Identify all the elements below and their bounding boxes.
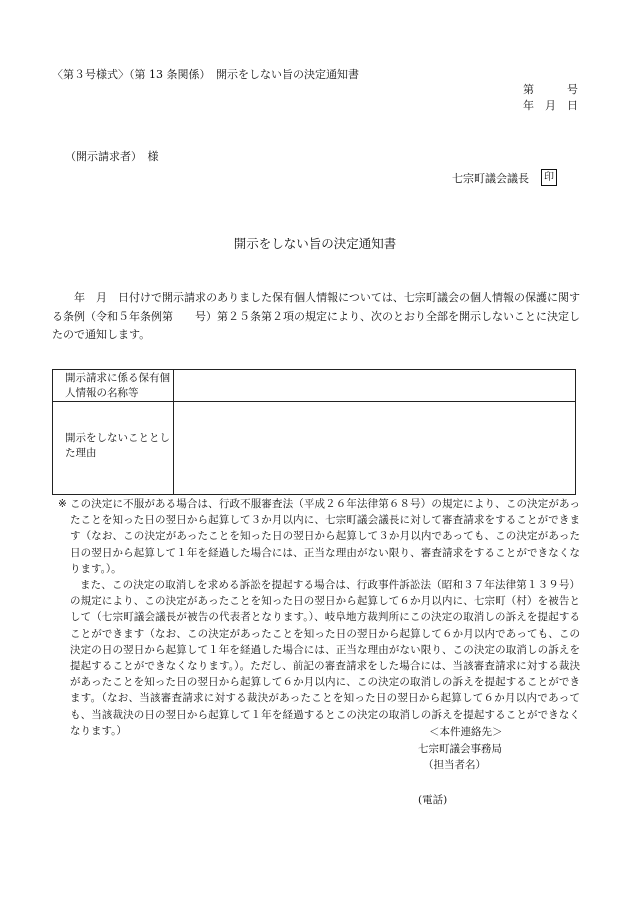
note-paragraph: [52, 496, 580, 577]
document-date: 年 月 日: [523, 99, 578, 112]
table-row-label: 開示請求に係る保有個人情報の名称等: [53, 370, 174, 401]
asterisk-mark: ※: [58, 498, 67, 510]
issuer-line: [452, 169, 557, 186]
document-title: 開示をしない旨の決定通知書: [233, 236, 397, 251]
issuer-name: 七宗町議会議長: [452, 171, 529, 185]
contact-heading: ＜本件連絡先＞: [429, 726, 503, 738]
contact-phone: (電話): [418, 793, 448, 806]
recipient-line: （開示請求者） 様: [65, 150, 159, 163]
contact-office: 七宗町議会事務局: [418, 742, 502, 755]
document-number: 第 号: [523, 83, 578, 96]
contact-block: [418, 724, 503, 808]
note-text-1: この決定に不服がある場合は、行政不服審査法（平成２６年法律第６８号）の規定により、この決定があったことを知った日の翌日から起算して３か月以内に、七宗町議会議長に対して審査請求をすることができます（なお、この決定があったことを知った日の翌日から起算して３か月以内であっても、この決定があった日の翌日から起算して１年を経過した場合には、正当な理由がない限り、審査請求をすることができなくなります。）。: [70, 498, 580, 575]
notes-section: [52, 496, 580, 739]
table-row-label: 開示をしないこととした理由: [53, 402, 174, 494]
table-row: [53, 370, 575, 402]
note-text-2: また、この決定の取消しを求める訴訟を提起する場合は、行政事件訴訟法（昭和３７年法律第１３９号）の規定により、この決定があったことを知った日の翌日から起算して６か月以内に、七宗町（村）を被告として（七宗町議会議長が被告の代表者となります。）、岐阜地方裁判所にこの決定の取消しの訴えを提起することができます（なお、この決定があったことを知った日の翌日から起算して６か月以内であっても、この決定の日の翌日から起算して１年を経過した場合には、正当な理由がない限り、この決定の取消しの訴えを提起することができなくなります。）。ただし、前記の審査請求をした場合には、当該審査請求に対する裁決があったことを知った日の翌日から起算して６か月以内に、この決定の取消しの訴えを提起することができます。（なお、当該審査請求に対する裁決があったことを知った日の翌日から起算して６か月以内であっても、当該裁決の日の翌日から起算して１年を経過するとこの決定の取消しの訴えを提起することができなくなります。）: [70, 579, 580, 737]
info-table: [52, 369, 576, 495]
seal-box: 印: [541, 169, 557, 186]
form-label: 〈第３号様式〉（第 13 条関係） 開示をしない旨の決定通知書: [52, 68, 359, 81]
body-paragraph: 年 月 日付けで開示請求のありました保有個人情報については、七宗町議会の個人情報の保護に関する条例（令和５年条例第 号）第２５条第２項の規定により、次のとおり全部を開示しないことに決定したので通知します。: [52, 291, 580, 341]
contact-person: （担当者名）: [423, 759, 486, 771]
table-row: [53, 402, 575, 494]
note-paragraph: [52, 577, 580, 739]
